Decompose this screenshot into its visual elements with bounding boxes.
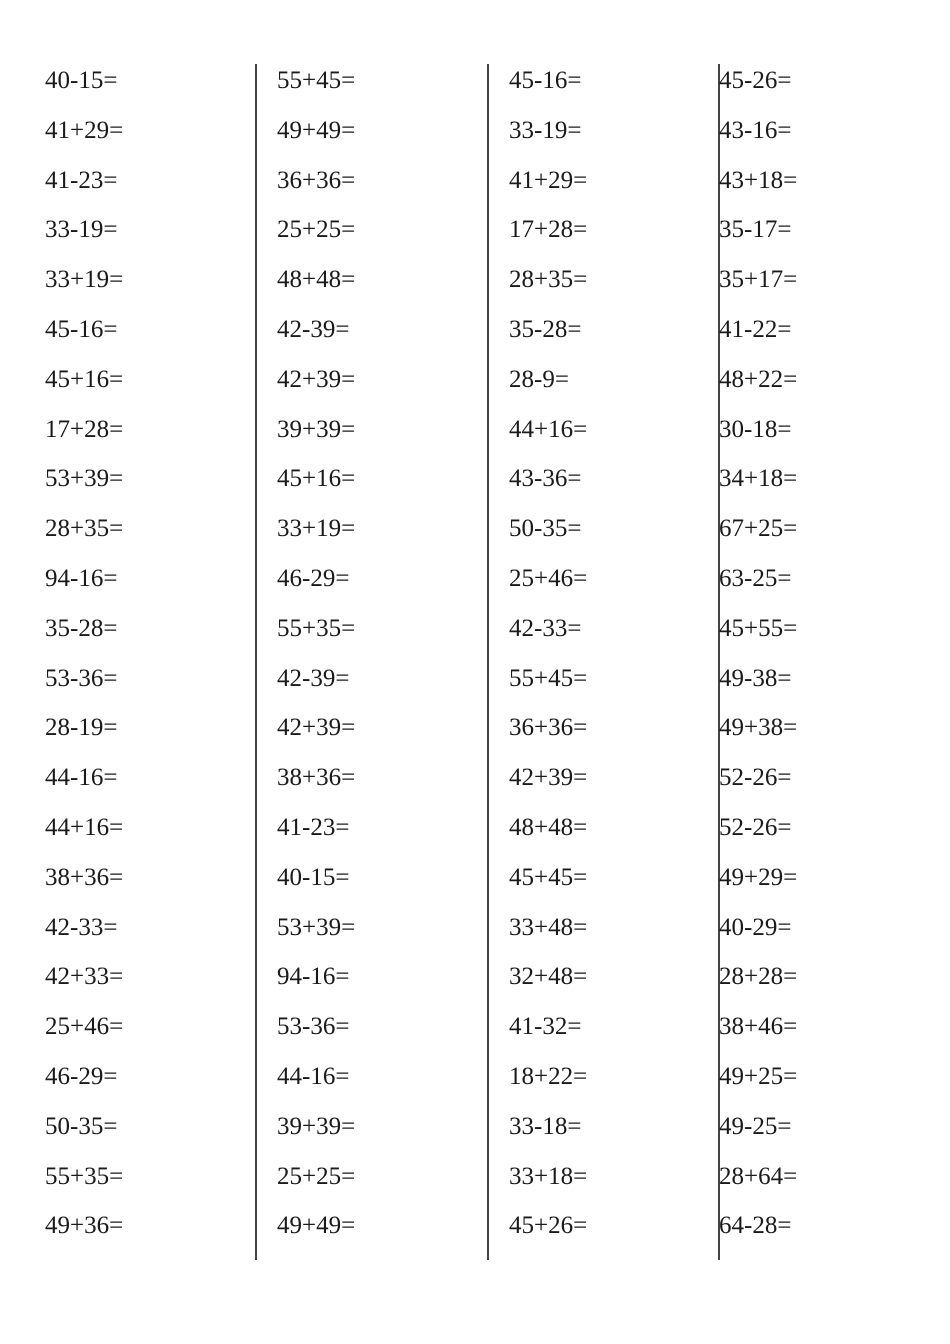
math-problem: 42+39= — [509, 764, 588, 792]
math-problem: 50-35= — [509, 515, 582, 543]
math-problem: 48+22= — [719, 365, 798, 393]
math-problem: 28+35= — [509, 266, 588, 294]
math-problem: 49+25= — [719, 1062, 798, 1090]
math-problem: 35-28= — [509, 315, 582, 343]
math-problem: 42-39= — [277, 664, 350, 692]
math-problem: 17+28= — [45, 415, 124, 443]
math-problem: 43-16= — [719, 116, 792, 144]
math-problem: 45+55= — [719, 614, 798, 642]
math-problem: 94-16= — [277, 963, 350, 991]
math-problem: 25+46= — [509, 564, 588, 592]
math-problem: 18+22= — [509, 1062, 588, 1090]
math-problem: 36+36= — [509, 714, 588, 742]
math-problem: 28+64= — [719, 1162, 798, 1190]
math-problem: 42+39= — [277, 714, 356, 742]
math-problem: 45-26= — [719, 67, 792, 94]
math-problem: 55+35= — [277, 614, 356, 642]
math-problem: 33+18= — [509, 1162, 588, 1190]
math-problem: 25+25= — [277, 1162, 356, 1190]
math-problem: 44+16= — [45, 813, 124, 841]
math-problem: 44-16= — [277, 1062, 350, 1090]
math-problem: 46-29= — [45, 1062, 118, 1090]
math-problem: 41+29= — [45, 116, 124, 144]
math-problem: 42-33= — [509, 614, 582, 642]
column-divider — [255, 64, 257, 1260]
math-problem: 40-29= — [719, 913, 792, 941]
math-problem: 52-26= — [719, 813, 792, 841]
math-problem: 35+17= — [719, 266, 798, 294]
math-problem: 42-33= — [45, 913, 118, 941]
math-problem: 28-19= — [45, 714, 118, 742]
math-problem: 49+29= — [719, 863, 798, 891]
math-problem: 41-23= — [277, 813, 350, 841]
problem-column-2 — [277, 56, 355, 1251]
math-problem: 35-17= — [719, 216, 792, 244]
problem-column-1 — [45, 56, 123, 1251]
math-problem: 34+18= — [719, 465, 798, 493]
math-problem: 28+28= — [719, 963, 798, 991]
math-problem: 35-28= — [45, 614, 118, 642]
math-problem: 64-28= — [719, 1212, 792, 1240]
math-problem: 49-25= — [719, 1112, 792, 1140]
math-problem: 40-15= — [277, 863, 350, 891]
math-problem: 33+19= — [277, 515, 356, 543]
math-problem: 17+28= — [509, 216, 588, 244]
math-problem: 52-26= — [719, 764, 792, 792]
math-problem: 30-18= — [719, 415, 792, 443]
math-problem: 38+36= — [277, 764, 356, 792]
math-problem: 40-15= — [45, 67, 118, 94]
math-problem: 39+39= — [277, 1112, 356, 1140]
math-problem: 38+36= — [45, 863, 124, 891]
math-problem: 45-16= — [45, 315, 118, 343]
math-problem: 25+46= — [45, 1013, 124, 1041]
math-problem: 48+48= — [509, 813, 588, 841]
math-problem: 41+29= — [509, 166, 588, 194]
problem-column-3 — [509, 56, 587, 1251]
math-problem: 43+18= — [719, 166, 798, 194]
math-problem: 67+25= — [719, 515, 798, 543]
math-problem: 33-19= — [509, 116, 582, 144]
math-problem: 45+45= — [509, 863, 588, 891]
math-problem: 53-36= — [277, 1013, 350, 1041]
math-problem: 45+16= — [45, 365, 124, 393]
math-problem: 33-18= — [509, 1112, 582, 1140]
math-problem: 48+48= — [277, 266, 356, 294]
math-problem: 49+36= — [45, 1212, 124, 1240]
math-problem: 49-38= — [719, 664, 792, 692]
math-problem: 46-29= — [277, 564, 350, 592]
math-problem: 49+49= — [277, 116, 356, 144]
math-problem: 44-16= — [45, 764, 118, 792]
math-problem: 49+49= — [277, 1212, 356, 1240]
math-problem: 41-32= — [509, 1013, 582, 1041]
math-problem: 41-23= — [45, 166, 118, 194]
math-problem: 33-19= — [45, 216, 118, 244]
math-problem: 28+35= — [45, 515, 124, 543]
math-problem: 43-36= — [509, 465, 582, 493]
math-problem: 55+45= — [509, 664, 588, 692]
math-problem: 44+16= — [509, 415, 588, 443]
math-problem: 63-25= — [719, 564, 792, 592]
math-problem: 55+35= — [45, 1162, 124, 1190]
math-problem: 41-22= — [719, 315, 792, 343]
math-problem: 53+39= — [45, 465, 124, 493]
math-problem: 45+26= — [509, 1212, 588, 1240]
math-problem: 49+38= — [719, 714, 798, 742]
math-problem: 42+39= — [277, 365, 356, 393]
math-problem: 25+25= — [277, 216, 356, 244]
problem-column-4 — [719, 56, 797, 1251]
math-problem: 33+48= — [509, 913, 588, 941]
math-problem: 55+45= — [277, 67, 356, 94]
math-problem: 42+33= — [45, 963, 124, 991]
math-problem: 53-36= — [45, 664, 118, 692]
math-problem: 33+19= — [45, 266, 124, 294]
math-problem: 32+48= — [509, 963, 588, 991]
math-problem: 53+39= — [277, 913, 356, 941]
math-problem: 45-16= — [509, 67, 582, 94]
math-problem: 45+16= — [277, 465, 356, 493]
column-divider — [487, 64, 489, 1260]
math-problem: 50-35= — [45, 1112, 118, 1140]
math-problem: 94-16= — [45, 564, 118, 592]
math-problem: 28-9= — [509, 365, 569, 393]
math-problem: 42-39= — [277, 315, 350, 343]
math-problem: 36+36= — [277, 166, 356, 194]
math-problem: 38+46= — [719, 1013, 798, 1041]
math-problem: 39+39= — [277, 415, 356, 443]
